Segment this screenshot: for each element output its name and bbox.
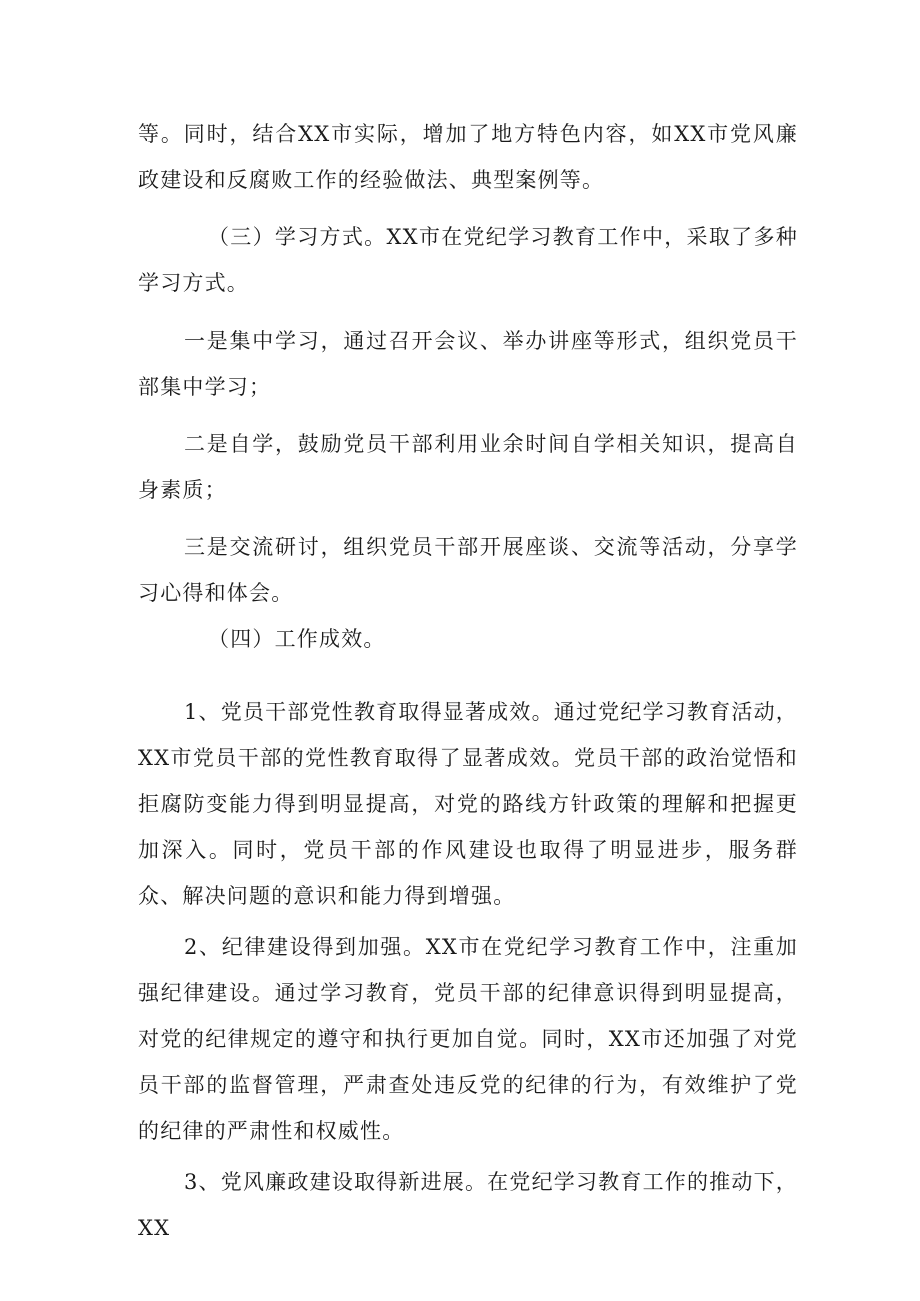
- paragraph-result-2: 2、纪律建设得到加强。XX市在党纪学习教育工作中，注重加强纪律建设。通过学习教育，党员干部的纪律意识得到明显提高，对党的纪律规定的遵守和执行更加自觉。同时，XX市还加强了对党员干部的监督管理，严肃查处违反党的纪律的行为，有效维护了党的纪律的严肃性和权威性。: [138, 935, 798, 1143]
- paragraph-self-study: 二是自学，鼓励党员干部利用业余时间自学相关知识，提高自身素质；: [138, 432, 798, 502]
- paragraph-result-3: 3、党风廉政建设取得新进展。在党纪学习教育工作的推动下，XX: [138, 1170, 798, 1240]
- paragraph-exchange-discussion: 三是交流研讨，组织党员干部开展座谈、交流等活动，分享学习心得和体会。: [138, 535, 798, 605]
- paragraph-result-1: 1、党员干部党性教育取得显著成效。通过党纪学习教育活动，XX市党员干部的党性教育取得了显著成效。党员干部的政治觉悟和拒腐防变能力得到明显提高，对党的路线方针政策的理解和把握更加深入。同时，党员干部的作风建设也取得了明显进步，服务群众、解决问题的意识和能力得到增强。: [138, 700, 798, 908]
- paragraph-local-content: 等。同时，结合XX市实际，增加了地方特色内容，如XX市党风廉政建设和反腐败工作的经验做法、典型案例等。: [138, 122, 798, 192]
- paragraph-work-results-heading: （四）工作成效。: [208, 627, 386, 651]
- paragraph-learning-methods-heading: （三）学习方式。XX市在党纪学习教育工作中，采取了多种学习方式。: [138, 225, 798, 295]
- paragraph-centralized-study: 一是集中学习，通过召开会议、举办讲座等形式，组织党员干部集中学习；: [138, 329, 798, 399]
